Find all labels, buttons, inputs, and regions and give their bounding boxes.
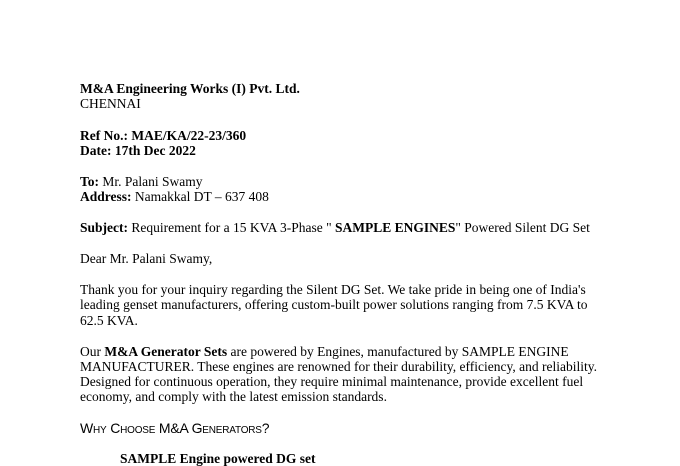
paragraph2-prefix: Our [80,344,105,359]
paragraph2-line1 [80,344,569,359]
letter-date: Date: 17th Dec 2022 [80,143,196,158]
paragraph2-line2: MANUFACTURER. These engines are renowned for their durability, efficiency, and reliability. [80,359,597,374]
address-value: Namakkal DT – 637 408 [131,189,269,204]
subject-label: Subject: [80,220,128,235]
section-heading: Why Choose M&A Generators? [80,420,270,436]
paragraph2-line4: economy, and comply with the latest emission standards. [80,389,387,404]
to-value: Mr. Palani Swamy [99,174,203,189]
reference-number: Ref No.: MAE/KA/22-23/360 [80,128,247,143]
paragraph2-product-name: M&A Generator Sets [104,344,228,359]
paragraph1-line2: leading genset manufacturers, offering custom-built power solutions ranging from 7.5 KVA to [80,297,588,312]
paragraph2-line3: Designed for continuous operation, they require minimal maintenance, provide excellent fuel [80,374,584,389]
address-label: Address: [80,189,132,204]
to-label: To: [80,174,100,189]
recipient-address-line [80,189,269,204]
cut-off-text: SAMPLE Engine powered DG set [120,451,316,466]
recipient-to-line [80,174,203,189]
company-city: CHENNAI [80,96,141,111]
paragraph2-suffix: are powered by Engines, manufactured by SAMPLE ENGINE [227,344,569,359]
salutation: Dear Mr. Palani Swamy, [80,251,213,266]
subject-text-before: Requirement for a 15 KVA 3-Phase " [128,220,335,235]
paragraph1-line3: 62.5 KVA. [80,313,138,328]
subject-product: SAMPLE ENGINES [334,220,456,235]
paragraph1-line1: Thank you for your inquiry regarding the Silent DG Set. We take pride in being one of India's [80,282,586,297]
subject-line [80,220,590,235]
subject-text-after: " Powered Silent DG Set [455,220,590,235]
company-name: M&A Engineering Works (I) Pvt. Ltd. [80,81,300,96]
